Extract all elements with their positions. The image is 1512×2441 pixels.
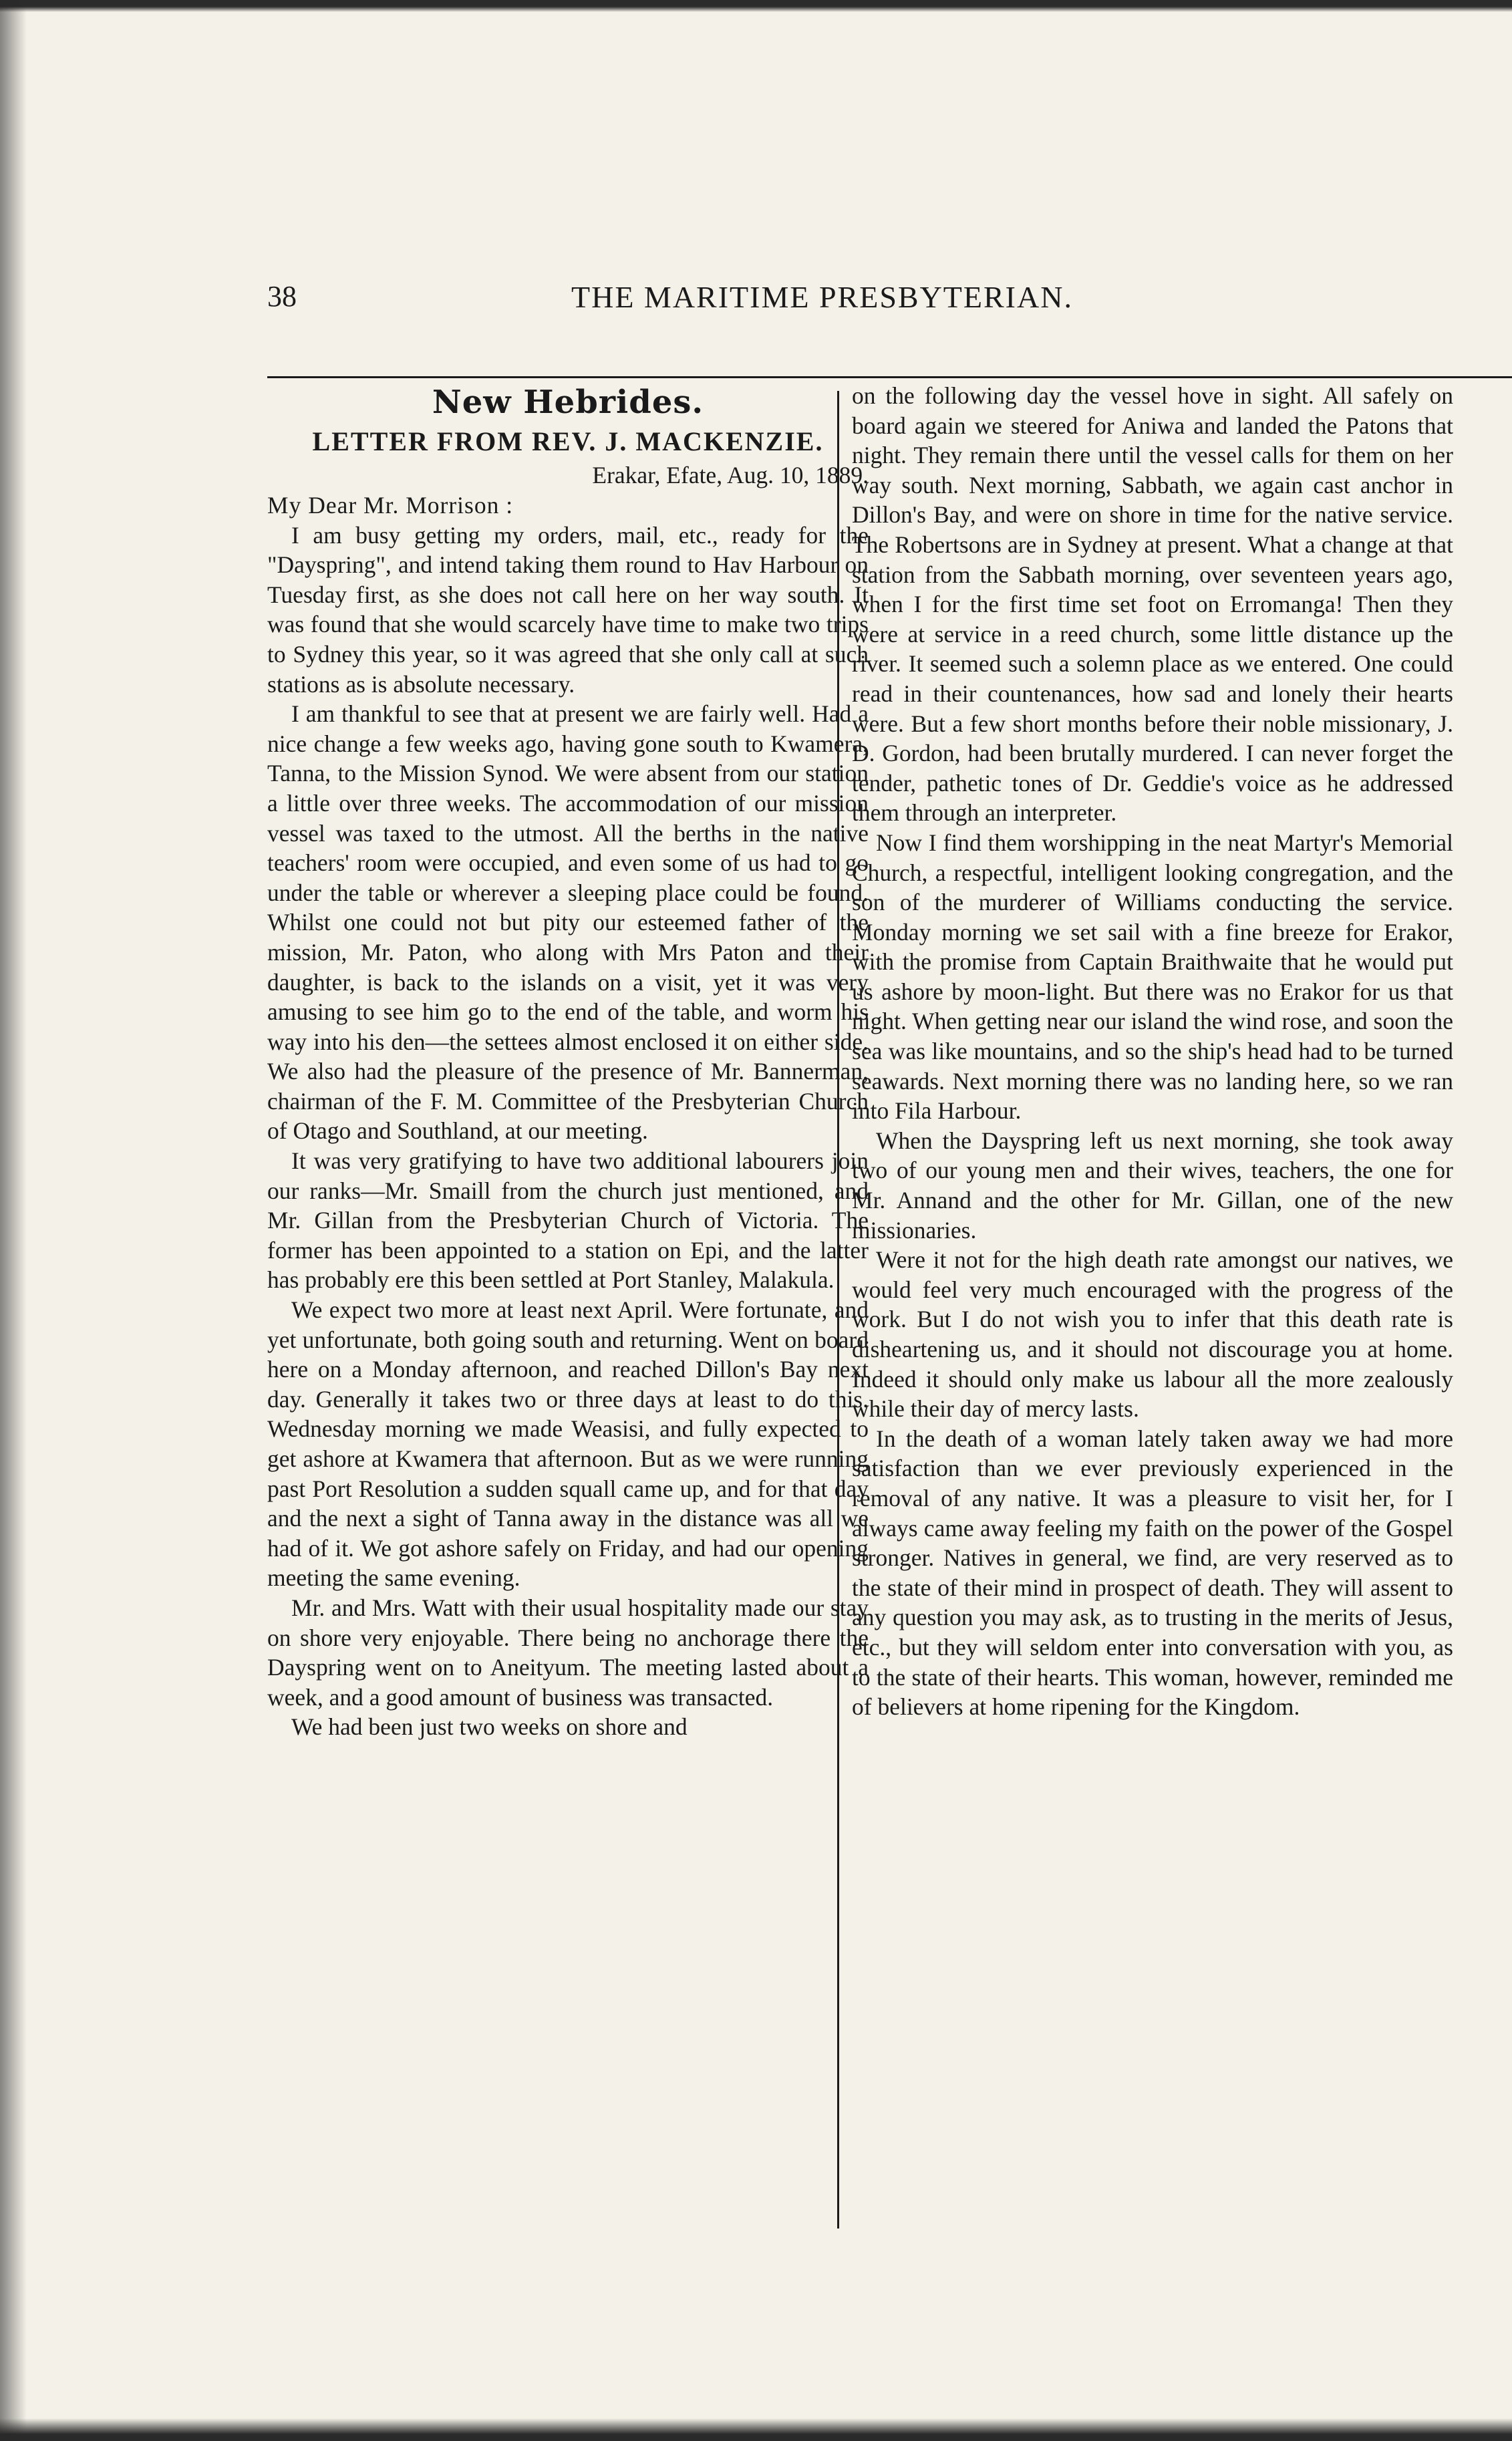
page-number: 38 [267,280,297,313]
left-column [267,381,869,1742]
running-title: THE MARITIME PRESBYTERIAN. [571,280,1073,314]
paragraph: We had been just two weeks on shore and [291,1713,688,1741]
paragraph: Now I find them worshipping in the neat Martyr's Memorial Church, a respectful, intelligent looking congregation, and the son of the murderer of Williams conducting the service. Monday morning we set sail with a fine breeze for Erakor, with the promise from Captain Braithwaite that he would put us ashore by moon-light. But there was no Erakor for us that night. When getting near our island the wind rose, and soon the sea was like mountains, and so the ship's head had to be turned seawards. Next morning there was no landing here, so we ran into Fila Harbour. [852,829,1453,1125]
right-column [852,381,1453,1722]
page-header [267,279,1356,319]
paragraph: I am busy getting my orders, mail, etc., ready for the "Dayspring", and intend taking them round to Hav Harbour on Tuesday first, as she does not call here on her way south. It was found that she would scarcely have time to make two trips to Sydney this year, so it was agreed that she only call at such stations as is absolute necessary. [267,521,869,698]
section-title: New Hebrides. [432,384,704,421]
paragraph: Mr. and Mrs. Watt with their usual hospitality made our stay on shore very enjoyable. There being no anchorage there the Dayspring went on to Aneityum. The meeting lasted about a week, and a good amount of business was transacted. [267,1594,869,1711]
letter-heading: LETTER FROM REV. J. MACKENZIE. [312,426,824,456]
paragraph: on the following day the vessel hove in sight. All safely on board again we steered for Aniwa and landed the Patons that night. They remain there until the vessel calls for them on her way south. Next morning, Sabbath, we again cast anchor in Dillon's Bay, and were on shore in time for the native service. The Robertsons are in Sydney at present. What a change at that station from the Sabbath morning, over seventeen years ago, when I for the first time set foot on Erromanga! Then they were at service in a reed church, some little distance up the river. It seemed such a solemn place as we entered. One could read in their countenances, how sad and lonely their hearts were. But a few short months before their noble missionary, J. D. Gordon, had been brutally murdered. I can never forget the tender, pathetic tones of Dr. Geddie's voice as he addressed them through an interpreter. [852,382,1453,827]
salutation: My Dear Mr. Morrison : [267,492,514,519]
paragraph: It was very gratifying to have two additional labourers join our ranks—Mr. Smaill from the church just mentioned, and Mr. Gillan from the Presbyterian Church of Victoria. The former has been appointed to a station on Epi, and the latter has probably ere this been settled at Port Stanley, Malakula. [267,1147,869,1294]
scan-edge-left [0,0,27,2441]
paragraph: I am thankful to see that at present we are fairly well. Had a nice change a few weeks ago, having gone south to Kwamera, Tanna, to the Mission Synod. We were absent from our station a little over three weeks. The accommodation of our mission vessel was taxed to the utmost. All the berths in the native teachers' room were occupied, and even some of us had to go under the table or wherever a sleeping place could be found. Whilst one could not but pity our esteemed father of the mission, Mr. Paton, who along with Mrs Paton and their daughter, is back to the islands on a visit, yet it was very amusing to see him go to the end of the table, and worm his way into his den—the settees almost enclosed it on either side. We also had the pleasure of the presence of Mr. Bannerman, chairman of the F. M. Committee of the Presbyterian Church of Otago and Southland, at our meeting. [267,700,869,1145]
header-rule [267,376,1512,378]
paragraph: We expect two more at least next April. Were fortunate, and yet unfortunate, both going south and returning. Went on board here on a Monday afternoon, and reached Dillon's Bay next day. Generally it takes two or three days at least to do this. Wednesday morning we made Weasisi, and fully expected to get ashore at Kwamera that afternoon. But as we were running past Port Resolution a sudden squall came up, and for that day and the next a sight of Tanna away in the distance was all we had of it. We got ashore safely on Friday, and had our opening meeting the same evening. [267,1296,869,1592]
scan-edge-bottom [0,2418,1512,2441]
column-divider [837,391,839,2229]
paragraph: When the Dayspring left us next morning, she took away two of our young men and their wives, teachers, the one for Mr. Annand and the other for Mr. Gillan, one of the new missionaries. [852,1127,1453,1244]
paragraph: Were it not for the high death rate amongst our natives, we would feel very much encouraged with the progress of the work. But I do not wish you to infer that this death rate is disheartening us, and it should not discourage you at home. Indeed it should only make us labour all the more zealously while their day of mercy lasts. [852,1246,1453,1423]
dateline: Erakar, Efate, Aug. 10, 1889. [592,462,869,488]
scan-edge-top [0,0,1512,12]
paragraph: In the death of a woman lately taken away we had more satisfaction than we ever previously experienced in the removal of any native. It was a pleasure to visit her, for I always came away feeling my faith on the power of the Gospel stronger. Natives in general, we find, are very reserved as to the state of their mind in prospect of death. They will assent to any question you may ask, as to trusting in the merits of Jesus, etc., but they will seldom enter into conversation with you, as to the state of their hearts. This woman, however, reminded me of believers at home ripening for the Kingdom. [852,1425,1453,1721]
